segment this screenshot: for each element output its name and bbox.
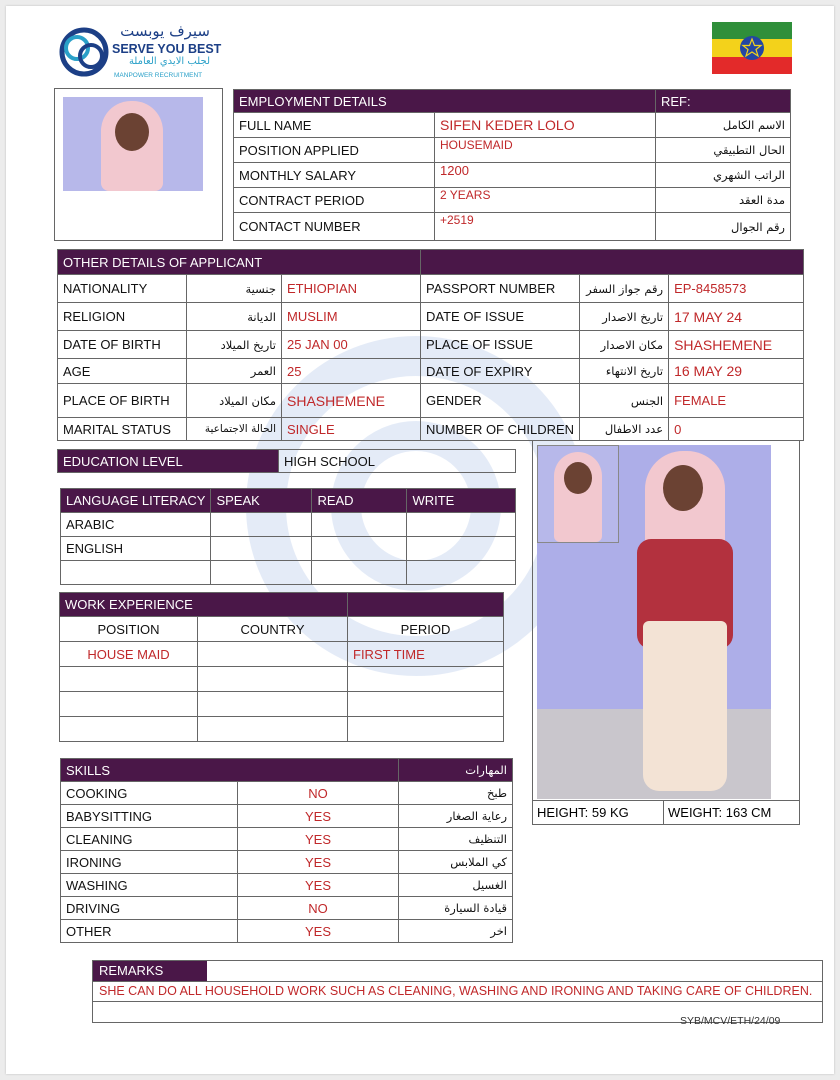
marital-status-label: MARITAL STATUS — [58, 418, 187, 441]
work-experience-title: WORK EXPERIENCE — [60, 593, 348, 617]
table-row — [60, 642, 504, 667]
date-of-issue-label: DATE OF ISSUE — [421, 303, 580, 331]
position-applied-label: POSITION APPLIED — [234, 138, 435, 163]
cv-page — [6, 6, 834, 1074]
work-position-header: POSITION — [60, 617, 198, 642]
speak-header: SPEAK — [211, 489, 312, 513]
skill-other-value: YES — [238, 920, 399, 943]
education-table — [57, 449, 516, 473]
religion-value: MUSLIM — [282, 303, 421, 331]
ref-label: REF: — [656, 90, 791, 113]
date-of-expiry-value: 16 MAY 29 — [669, 359, 804, 384]
other-details-title: OTHER DETAILS OF APPLICANT — [58, 250, 421, 275]
skill-cleaning-label: CLEANING — [61, 828, 238, 851]
table-row — [60, 667, 504, 692]
work-experience-table — [59, 592, 504, 742]
place-of-issue-value: SHASHEMENE — [669, 331, 804, 359]
logo-tagline: MANPOWER RECRUITMENT — [114, 72, 203, 79]
work-period-value: FIRST TIME — [348, 642, 504, 667]
work-period-header: PERIOD — [348, 617, 504, 642]
portrait-photo-frame — [54, 88, 223, 241]
remarks-box — [92, 960, 823, 1023]
passport-number-value: EP-8458573 — [669, 275, 804, 303]
education-label: EDUCATION LEVEL — [58, 450, 279, 473]
table-row — [61, 874, 513, 897]
gender-arabic: الجنس — [580, 384, 669, 418]
table-row — [58, 303, 804, 331]
number-of-children-value: 0 — [669, 418, 804, 441]
skill-babysitting-label: BABYSITTING — [61, 805, 238, 828]
portrait-photo — [63, 97, 203, 191]
nationality-label: NATIONALITY — [58, 275, 187, 303]
date-of-expiry-label: DATE OF EXPIRY — [421, 359, 580, 384]
religion-arabic: الديانة — [187, 303, 282, 331]
table-row — [58, 359, 804, 384]
age-value: 25 — [282, 359, 421, 384]
nationality-value: ETHIOPIAN — [282, 275, 421, 303]
skill-ironing-arabic: كي الملابس — [399, 851, 513, 874]
skill-ironing-label: IRONING — [61, 851, 238, 874]
table-row — [61, 537, 516, 561]
write-header: WRITE — [407, 489, 516, 513]
contract-period-arabic: مدة العقد — [656, 188, 791, 213]
place-of-issue-arabic: مكان الاصدار — [580, 331, 669, 359]
language-table — [60, 488, 516, 585]
table-row — [61, 805, 513, 828]
skill-ironing-value: YES — [238, 851, 399, 874]
table-row — [61, 782, 513, 805]
read-header: READ — [312, 489, 407, 513]
table-row — [60, 717, 504, 742]
table-row — [61, 920, 513, 943]
work-position-value: HOUSE MAID — [60, 642, 198, 667]
skills-title: SKILLS — [61, 759, 399, 782]
skill-babysitting-value: YES — [238, 805, 399, 828]
skill-cleaning-value: YES — [238, 828, 399, 851]
table-row — [61, 828, 513, 851]
position-applied-value: HOUSEMAID — [435, 138, 656, 163]
religion-label: RELIGION — [58, 303, 187, 331]
company-logo — [58, 22, 228, 86]
date-of-issue-arabic: تاريخ الاصدار — [580, 303, 669, 331]
remarks-title: REMARKS — [93, 961, 207, 981]
remarks-text: SHE CAN DO ALL HOUSEHOLD WORK SUCH AS CLEANING, WASHING AND IRONING AND TAKING CARE OF CHILDREN. — [99, 984, 813, 998]
full-name-label: FULL NAME — [234, 113, 435, 138]
table-row — [61, 851, 513, 874]
table-row — [60, 692, 504, 717]
age-arabic: العمر — [187, 359, 282, 384]
contact-number-arabic: رقم الجوال — [656, 213, 791, 241]
skill-other-label: OTHER — [61, 920, 238, 943]
logo-mark-icon — [58, 26, 110, 78]
language-literacy-header: LANGUAGE LITERACY — [61, 489, 211, 513]
small-portrait-photo — [537, 445, 619, 543]
monthly-salary-label: MONTHLY SALARY — [234, 163, 435, 188]
marital-status-arabic: الحالة الاجتماعية — [187, 418, 282, 441]
place-of-birth-arabic: مكان الميلاد — [187, 384, 282, 418]
position-applied-arabic: الحال التطبيقي — [656, 138, 791, 163]
document-code: SYB/MCV/ETH/24/09 — [680, 1015, 781, 1027]
skill-driving-value: NO — [238, 897, 399, 920]
language-arabic: ARABIC — [61, 513, 211, 537]
place-of-birth-label: PLACE OF BIRTH — [58, 384, 187, 418]
skill-cooking-arabic: طبخ — [399, 782, 513, 805]
table-row — [61, 561, 516, 585]
contact-number-label: CONTACT NUMBER — [234, 213, 435, 241]
language-english: ENGLISH — [61, 537, 211, 561]
skill-washing-label: WASHING — [61, 874, 238, 897]
date-of-birth-value: 25 JAN 00 — [282, 331, 421, 359]
nationality-arabic: جنسية — [187, 275, 282, 303]
logo-name: SERVE YOU BEST — [112, 42, 222, 56]
education-value: HIGH SCHOOL — [279, 450, 516, 473]
weight-label: WEIGHT: 163 CM — [664, 800, 799, 824]
skills-table — [60, 758, 513, 943]
full-name-value: SIFEN KEDER LOLO — [435, 113, 656, 138]
full-body-photo-frame — [532, 440, 800, 825]
contact-number-value: +2519 — [435, 213, 656, 241]
table-row — [61, 513, 516, 537]
logo-sub-arabic: لجلب الايدي العاملة — [128, 56, 210, 67]
table-row — [58, 331, 804, 359]
skill-cooking-value: NO — [238, 782, 399, 805]
full-name-arabic: الاسم الكامل — [656, 113, 791, 138]
gender-label: GENDER — [421, 384, 580, 418]
work-country-value — [198, 642, 348, 667]
skill-driving-arabic: قيادة السيارة — [399, 897, 513, 920]
gender-value: FEMALE — [669, 384, 804, 418]
employment-details-table — [233, 89, 791, 241]
logo-arabic: سيرف يوبست — [120, 22, 210, 40]
employment-title: EMPLOYMENT DETAILS — [234, 90, 656, 113]
skill-cooking-label: COOKING — [61, 782, 238, 805]
skill-cleaning-arabic: التنظيف — [399, 828, 513, 851]
monthly-salary-value: 1200 — [435, 163, 656, 188]
table-row — [58, 275, 804, 303]
other-details-table — [57, 249, 804, 441]
number-of-children-label: NUMBER OF CHILDREN — [421, 418, 580, 441]
skill-babysitting-arabic: رعاية الصغار — [399, 805, 513, 828]
age-label: AGE — [58, 359, 187, 384]
table-row — [58, 384, 804, 418]
number-of-children-arabic: عدد الاطفال — [580, 418, 669, 441]
place-of-issue-label: PLACE OF ISSUE — [421, 331, 580, 359]
skills-title-arabic: المهارات — [399, 759, 513, 782]
table-row — [58, 418, 804, 441]
language-other — [61, 561, 211, 585]
date-of-birth-arabic: تاريخ الميلاد — [187, 331, 282, 359]
date-of-birth-label: DATE OF BIRTH — [58, 331, 187, 359]
place-of-birth-value: SHASHEMENE — [282, 384, 421, 418]
skill-other-arabic: اخر — [399, 920, 513, 943]
flag-emblem-icon — [739, 35, 765, 61]
table-row — [61, 897, 513, 920]
contract-period-value: 2 YEARS — [435, 188, 656, 213]
skill-washing-value: YES — [238, 874, 399, 897]
passport-number-arabic: رقم جواز السفر — [580, 275, 669, 303]
skill-driving-label: DRIVING — [61, 897, 238, 920]
passport-number-label: PASSPORT NUMBER — [421, 275, 580, 303]
date-of-expiry-arabic: تاريخ الانتهاء — [580, 359, 669, 384]
ethiopia-flag — [712, 22, 792, 74]
contract-period-label: CONTRACT PERIOD — [234, 188, 435, 213]
skill-washing-arabic: الغسيل — [399, 874, 513, 897]
work-country-header: COUNTRY — [198, 617, 348, 642]
date-of-issue-value: 17 MAY 24 — [669, 303, 804, 331]
monthly-salary-arabic: الراتب الشهري — [656, 163, 791, 188]
height-label: HEIGHT: 59 KG — [533, 800, 664, 824]
marital-status-value: SINGLE — [282, 418, 421, 441]
